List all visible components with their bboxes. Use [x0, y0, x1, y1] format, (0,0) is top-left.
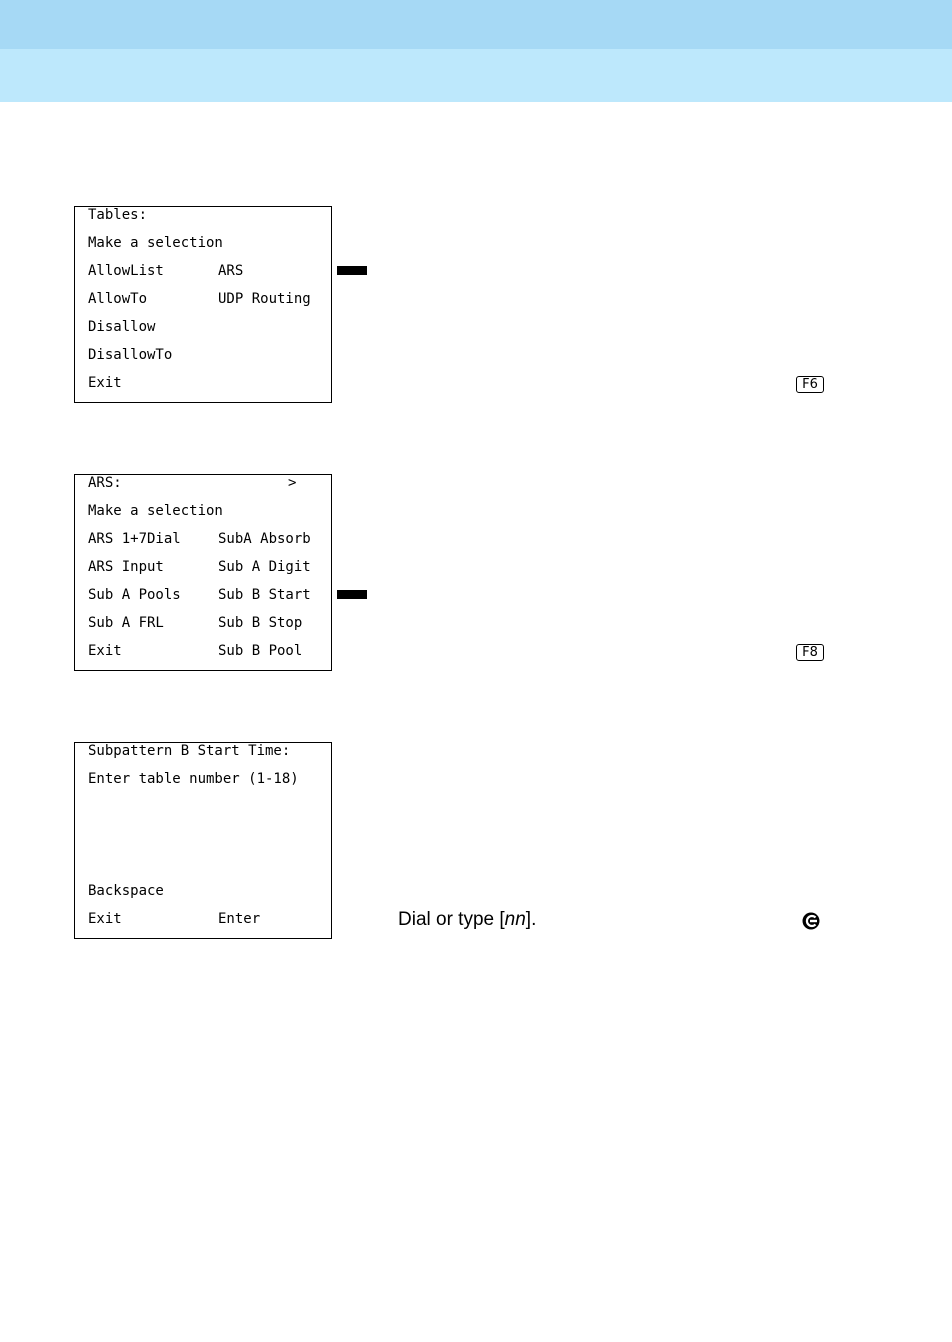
menu-option-sub-a-pools[interactable]: Sub A Pools — [88, 587, 181, 603]
menu-option-ars[interactable]: ARS — [218, 263, 244, 279]
menu-option-ars-1-7dial[interactable]: ARS 1+7Dial — [88, 531, 181, 547]
selection-marker-ars — [337, 266, 367, 275]
menu-option-ars-input[interactable]: ARS Input — [88, 559, 164, 575]
menu-option-allowto[interactable]: AllowTo — [88, 291, 148, 307]
ars-menu-screen — [74, 474, 332, 671]
menu-option-suba-absorb[interactable]: SubA Absorb — [218, 531, 311, 547]
exit-option[interactable]: Exit — [88, 911, 122, 927]
enter-key-icon — [801, 911, 821, 931]
screen-prompt: Enter table number (1-18) — [88, 771, 299, 787]
instruction-prefix: Dial or type [ — [398, 909, 505, 930]
instruction-suffix: ]. — [525, 909, 537, 930]
menu-option-sub-a-frl[interactable]: Sub A FRL — [88, 615, 164, 631]
subpattern-b-start-screen — [74, 742, 332, 939]
menu-option-sub-b-start[interactable]: Sub B Start — [218, 587, 311, 603]
screen-title: ARS: — [88, 475, 122, 491]
menu-option-sub-a-digit[interactable]: Sub A Digit — [218, 559, 311, 575]
menu-option-exit[interactable]: Exit — [88, 375, 122, 391]
screen-title: Subpattern B Start Time: — [88, 743, 291, 759]
menu-option-sub-b-pool[interactable]: Sub B Pool — [218, 643, 303, 659]
selection-marker-sub-b-start — [337, 590, 367, 599]
function-key-f8[interactable]: F8 — [796, 644, 824, 661]
menu-option-sub-b-stop[interactable]: Sub B Stop — [218, 615, 303, 631]
menu-option-allowlist[interactable]: AllowList — [88, 263, 164, 279]
screen-prompt: Make a selection — [88, 235, 223, 251]
function-key-f6[interactable]: F6 — [796, 376, 824, 393]
more-indicator: > — [288, 475, 297, 491]
instruction-variable: nn — [504, 909, 526, 930]
header-band-bottom — [0, 49, 952, 102]
screen-title: Tables: — [88, 207, 148, 223]
screen-prompt: Make a selection — [88, 503, 223, 519]
menu-option-disallowto[interactable]: DisallowTo — [88, 347, 173, 363]
backspace-option[interactable]: Backspace — [88, 883, 164, 899]
menu-option-udp-routing[interactable]: UDP Routing — [218, 291, 311, 307]
header-band-top — [0, 0, 952, 49]
menu-option-exit[interactable]: Exit — [88, 643, 122, 659]
tables-menu-screen — [74, 206, 332, 403]
menu-option-disallow[interactable]: Disallow — [88, 319, 156, 335]
instruction-text — [398, 909, 536, 931]
enter-option[interactable]: Enter — [218, 911, 261, 927]
